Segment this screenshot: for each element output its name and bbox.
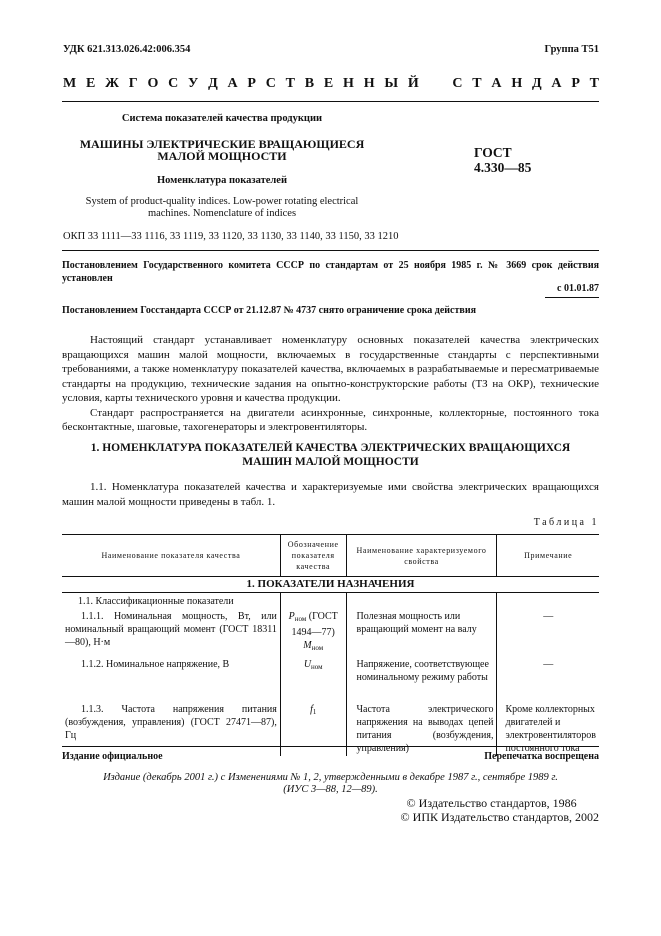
group-heading: 1. ПОКАЗАТЕЛИ НАЗНАЧЕНИЯ <box>62 577 599 593</box>
row-1-1-symbol <box>280 593 346 610</box>
row-1-1-3-note: Кроме коллекторных двигателей и электровентиляторов постоянного тока <box>497 697 599 756</box>
symbol-u-sub: ном <box>311 663 323 671</box>
symbol-p: P <box>288 611 295 622</box>
udk-code: УДК 621.313.026.42:006.354 <box>63 44 191 55</box>
column-header-symbol: Обозначение показателя качества <box>280 535 346 577</box>
symbol-m: M <box>303 640 312 651</box>
banner-letter: С <box>452 76 463 91</box>
table-header-row <box>62 535 599 577</box>
section-heading-line2: МАШИН МАЛОЙ МОЩНОСТИ <box>242 456 419 468</box>
symbol-p-sub: ном <box>294 615 307 623</box>
banner-letter: А <box>551 76 562 91</box>
banner-letter: У <box>188 76 199 91</box>
row-1-1-name: 1.1. Классификационные показатели <box>78 596 234 607</box>
banner-letter: О <box>147 76 159 91</box>
banner-letter: С <box>168 76 179 91</box>
row-1-1-1-note: — <box>497 609 599 657</box>
banner-letter: Р <box>247 76 256 91</box>
validity-date-rule <box>545 297 599 298</box>
row-1-1-2-name: 1.1.2. Номинальное напряжение, В <box>81 659 230 670</box>
copyright-1986: © Издательство стандартов, 1986 <box>406 796 577 810</box>
english-title <box>62 196 382 220</box>
document-title <box>62 138 382 162</box>
table-row <box>62 697 599 756</box>
intro-paragraph-2: Стандарт распространяется на двигатели асинхронные, синхронные, коллекторные, постоянного тока бесконтактные, шаговые, тахогенераторы и электровентиляторы. <box>62 406 599 433</box>
banner-letter: М <box>63 76 77 91</box>
banner-letter: Ж <box>105 76 119 91</box>
section-paragraph-1: 1.1. Номенклатура показателей качества и характеризуемые ими свойства электрических вращающихся машин малой мощности приведены в табл. 1. <box>62 481 599 508</box>
column-header-property: Наименование характеризуемого свойства <box>346 535 497 577</box>
english-title-line1: System of product-quality indices. Low-power rotating electrical <box>85 196 359 207</box>
copyright-2002: © ИПК Издательство стандартов, 2002 <box>400 810 599 824</box>
reprint-notice: Перепечатка воспрещена <box>484 751 599 762</box>
row-1-1-3-property: Частота электрического напряжения на выводах цепей питания (возбуждения, управления) <box>346 697 497 756</box>
gost-label: ГОСТ <box>474 145 512 160</box>
english-title-line2: machines. Nomenclature of indices <box>147 208 297 219</box>
banner-letter: Г <box>128 76 138 91</box>
gost-number: 4.330—85 <box>474 160 532 175</box>
row-1-1-2-note: — <box>497 657 599 697</box>
edition-note-line2: (ИУС 3—88, 12—89). <box>283 784 378 795</box>
row-1-1-2-property: Напряжение, соответствующее номинальному режиму работы <box>346 657 497 697</box>
row-1-1-1-name: 1.1.1. Номинальная мощность, Вт, или номинальный вращающий момент (ГОСТ 18311—80), Н·м <box>65 611 277 648</box>
document-title-line2: МАЛОЙ МОЩНОСТИ <box>157 149 287 163</box>
section-text <box>62 480 599 509</box>
row-1-1-3-name: 1.1.3. Частота напряжения питания (возбуждения, управления) (ГОСТ 27471—87), Гц <box>65 704 277 741</box>
standard-banner <box>63 76 599 92</box>
title-rule <box>62 250 599 251</box>
row-1-1-2-symbol <box>280 657 346 697</box>
row-1-1-3-symbol <box>280 697 346 756</box>
banner-letter: Ы <box>384 76 399 91</box>
row-1-1-note <box>497 593 599 610</box>
group-code: Группа Т51 <box>544 44 599 55</box>
column-header-note: Примечание <box>497 535 599 577</box>
document-title-line1: МАШИНЫ ЭЛЕКТРИЧЕСКИЕ ВРАЩАЮЩИЕСЯ <box>79 137 365 151</box>
intro-text <box>62 333 599 435</box>
banner-letter: Р <box>571 76 580 91</box>
decree-validity: Постановлением Государственного комитета СССР по стандартам от 25 ноября 1985 г. № 3669 срок действия установлен <box>62 260 599 284</box>
banner-letter: А <box>491 76 502 91</box>
edition-note-line1: Издание (декабрь 2001 г.) с Изменениями № 1, 2, утвержденными в декабре 1987 г., сентябре 1989 г. <box>103 772 558 783</box>
gost-designation <box>474 145 531 175</box>
official-edition: Издание официальное <box>62 751 163 762</box>
banner-letter: А <box>227 76 238 91</box>
symbol-m-sub: ном <box>311 644 324 652</box>
banner-letter: Н <box>511 76 523 91</box>
footer-rule <box>62 746 599 747</box>
system-title: Система показателей качества продукции <box>121 113 323 124</box>
intro-paragraph-1: Настоящий стандарт устанавливает номенклатуру основных показателей качества электрических вращающихся машин малой мощности, включаемых в государственные стандарты с перспективными требованиями, а также номенклатуру показателей качества, включаемых в разрабатываемые и пересматриваемые стандарты на продукцию, технические задания на опытно-конструкторские работы (ТЗ на ОКР), технические условия, карты технического уровня и качества продукции. <box>62 334 599 404</box>
okp-codes: ОКП 33 1111—33 1116, 33 1119, 33 1120, 33 1130, 33 1140, 33 1150, 33 1210 <box>63 231 399 242</box>
banner-letter: С <box>265 76 276 91</box>
banner-letter: Е <box>323 76 334 91</box>
banner-rule <box>62 101 599 102</box>
row-1-1-1-property: Полезная мощность или вращающий момент на валу <box>346 609 497 657</box>
table-row <box>62 609 599 657</box>
banner-letter: Е <box>86 76 96 91</box>
banner-letter: Д <box>208 76 218 91</box>
copyright-block <box>401 796 599 824</box>
banner-letter: Й <box>407 76 419 91</box>
banner-letter: Н <box>343 76 354 91</box>
symbol-f: f <box>310 704 313 715</box>
symbol-p-ref: (ГОСТ 1494—77) <box>291 611 338 638</box>
table-group-row <box>62 577 599 593</box>
banner-letter: Н <box>363 76 375 91</box>
decree-limitation: Постановлением Госстандарта СССР от 21.12.87 № 4737 снято ограничение срока действия <box>62 305 476 316</box>
banner-letter: Т <box>285 76 296 91</box>
banner-letter: Т <box>472 76 482 91</box>
row-1-1-1-symbol <box>280 609 346 657</box>
indicators-table <box>62 534 599 756</box>
symbol-u: U <box>303 659 312 670</box>
symbol-f-sub: 1 <box>312 708 317 716</box>
validity-date: с 01.01.87 <box>557 283 599 294</box>
section-heading <box>62 441 599 469</box>
edition-note <box>62 772 599 796</box>
column-header-name: Наименование показателя качества <box>62 535 280 577</box>
banner-gap <box>429 76 443 92</box>
table-row <box>62 657 599 697</box>
section-heading-line1: 1. НОМЕНКЛАТУРА ПОКАЗАТЕЛЕЙ КАЧЕСТВА ЭЛЕКТРИЧЕСКИХ ВРАЩАЮЩИХСЯ <box>90 442 571 454</box>
banner-letter: В <box>304 76 315 91</box>
banner-letter: Д <box>531 76 542 91</box>
table-row <box>62 593 599 610</box>
banner-letter: Т <box>589 76 599 91</box>
table-caption: Таблица 1 <box>533 517 599 528</box>
row-1-1-property <box>346 593 497 610</box>
document-subtitle: Номенклатура показателей <box>156 175 288 186</box>
